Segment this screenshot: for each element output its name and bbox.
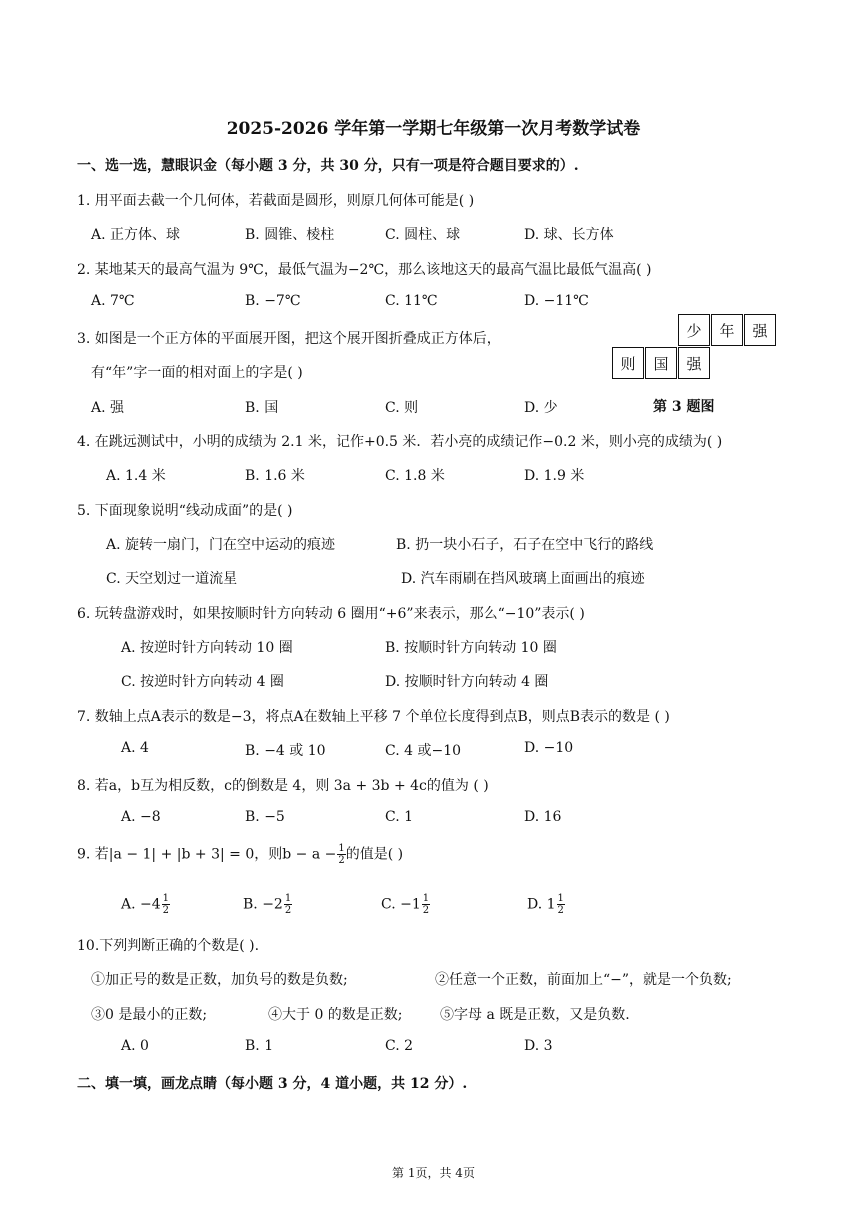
q1-option-d: D. 球、长方体	[524, 227, 614, 243]
q5-option-b: B. 扔一块小石子，石子在空中飞行的路线	[396, 537, 654, 553]
fraction-one-half	[284, 893, 292, 916]
q9-option-c	[381, 893, 430, 916]
q1-option-a: A. 正方体、球	[91, 227, 181, 243]
q2-option-b: B. −7℃	[245, 293, 301, 309]
fraction-numerator: 1	[162, 893, 170, 904]
q5-option-a: A. 旋转一扇门，门在空中运动的痕迹	[106, 537, 336, 553]
q5-option-c: C. 天空划过一道流星	[106, 571, 238, 587]
fraction-numerator: 1	[284, 893, 292, 904]
page-footer: 第 1页，共 4页	[392, 1166, 475, 1180]
q9-option-c-text: C. −1	[381, 896, 421, 913]
q10-option-b: B. 1	[245, 1038, 274, 1054]
net-cell: 强	[744, 314, 776, 346]
q4-option-d: D. 1.9 米	[524, 468, 585, 484]
fraction-one-half	[162, 893, 170, 916]
q2-option-d: D. −11℃	[524, 293, 589, 309]
q9-option-b-text: B. −2	[243, 896, 283, 913]
q10-statement-4: ④大于 0 的数是正数;	[268, 1007, 403, 1023]
q10-option-d: D. 3	[524, 1038, 553, 1054]
q8-option-a: A. −8	[121, 809, 161, 825]
q10-statement-2: ②任意一个正数，前面加上“−”，就是一个负数;	[435, 972, 732, 988]
fraction-one-half	[557, 893, 565, 916]
q8-option-d: D. 16	[524, 809, 562, 825]
q9-option-a	[121, 893, 170, 916]
q8-option-b: B. −5	[245, 809, 285, 825]
q10-statement-1: ①加正号的数是正数，加负号的数是负数;	[91, 972, 348, 988]
question-3-stem-line1: 3. 如图是一个正方体的平面展开图，把这个展开图折叠成正方体后，	[77, 331, 501, 347]
q4-option-b: B. 1.6 米	[245, 468, 305, 484]
q6-option-c: C. 按逆时针方向转动 4 圈	[121, 674, 284, 690]
q1-option-b: B. 圆锥、棱柱	[245, 227, 335, 243]
fraction-one-half	[337, 843, 345, 866]
q8-option-c: C. 1	[385, 809, 414, 825]
q10-option-a: A. 0	[121, 1038, 149, 1054]
net-cell: 则	[612, 347, 644, 379]
q9-option-d-text: D. 1	[527, 896, 556, 913]
q6-option-b: B. 按顺时针方向转动 10 圈	[385, 640, 557, 656]
fraction-denominator: 2	[162, 905, 170, 916]
net-cell: 强	[678, 347, 710, 379]
q4-option-c: C. 1.8 米	[385, 468, 445, 484]
q2-option-c: C. 11℃	[385, 293, 438, 309]
question-7-stem: 7. 数轴上点A表示的数是−3，将点A在数轴上平移 7 个单位长度得到点B，则点B表示的数是 ( )	[77, 709, 670, 725]
q5-option-d: D. 汽车雨刷在挡风玻璃上面画出的痕迹	[401, 571, 645, 587]
section-1-heading: 一、选一选，慧眼识金（每小题 3 分，共 30 分，只有一项是符合题目要求的）.	[77, 158, 579, 174]
net-cell: 年	[711, 314, 743, 346]
q7-option-a: A. 4	[121, 740, 149, 756]
fraction-one-half	[422, 893, 430, 916]
q9-stem-text: 9. 若|a − 1| + |b + 3| = 0，则b − a −	[77, 846, 337, 863]
question-9-stem	[77, 843, 403, 866]
question-6-stem: 6. 玩转盘游戏时，如果按顺时针方向转动 6 圈用“+6”来表示，那么“−10”表示( )	[77, 606, 585, 622]
question-1-stem: 1. 用平面去截一个几何体，若截面是圆形，则原几何体可能是( )	[77, 193, 475, 209]
q9-stem-text-end: 的值是( )	[345, 846, 404, 863]
q7-option-d: D. −10	[524, 740, 574, 756]
net-cell: 国	[645, 347, 677, 379]
question-4-stem: 4. 在跳远测试中，小明的成绩为 2.1 米，记作+0.5 米．若小亮的成绩记作−0.2 米，则小亮的成绩为( )	[77, 434, 723, 450]
q3-option-c: C. 则	[385, 400, 419, 416]
question-2-stem: 2. 某地某天的最高气温为 9℃，最低气温为−2℃，那么该地这天的最高气温比最低气温高( )	[77, 262, 652, 278]
fraction-denominator: 2	[284, 905, 292, 916]
fraction-denominator: 2	[557, 905, 564, 916]
q9-option-a-text: A. −4	[121, 896, 161, 913]
fraction-numerator: 1	[557, 893, 564, 904]
question-10-stem: 10.下列判断正确的个数是( ).	[77, 938, 260, 954]
q6-option-d: D. 按顺时针方向转动 4 圈	[385, 674, 549, 690]
q10-statement-3: ③0 是最小的正数;	[91, 1007, 208, 1023]
question-5-stem: 5. 下面现象说明“线动成面”的是( )	[77, 503, 293, 519]
section-2-heading: 二、填一填，画龙点睛（每小题 3 分，4 道小题，共 12 分）.	[77, 1076, 468, 1092]
question-8-stem: 8. 若a，b互为相反数，c的倒数是 4，则 3a + 3b + 4c的值为 ( )	[77, 778, 489, 794]
fraction-denominator: 2	[422, 905, 430, 916]
q9-option-d	[527, 893, 565, 916]
q4-option-a: A. 1.4 米	[106, 468, 166, 484]
q7-option-b: B. −4 或 10	[245, 743, 326, 759]
q2-option-a: A. 7℃	[91, 293, 135, 309]
question-3-stem-line2: 有“年”字一面的相对面上的字是( )	[91, 365, 303, 381]
fraction-numerator: 1	[422, 893, 430, 904]
fraction-denominator: 2	[338, 855, 345, 866]
q10-statement-5: ⑤字母 a 既是正数，又是负数.	[440, 1007, 630, 1023]
q10-option-c: C. 2	[385, 1038, 414, 1054]
q1-option-c: C. 圆柱、球	[385, 227, 461, 243]
net-cell: 少	[678, 314, 710, 346]
q3-option-a: A. 强	[91, 400, 125, 416]
q7-option-c: C. 4 或−10	[385, 743, 462, 759]
fraction-numerator: 1	[338, 843, 345, 854]
exam-title: 2025-2026 学年第一学期七年级第一次月考数学试卷	[226, 119, 641, 139]
figure-caption: 第 3 题图	[653, 399, 715, 415]
q3-option-b: B. 国	[245, 400, 279, 416]
cube-net-figure	[612, 314, 780, 382]
q6-option-a: A. 按逆时针方向转动 10 圈	[121, 640, 293, 656]
q3-option-d: D. 少	[524, 400, 558, 416]
q9-option-b	[243, 893, 292, 916]
